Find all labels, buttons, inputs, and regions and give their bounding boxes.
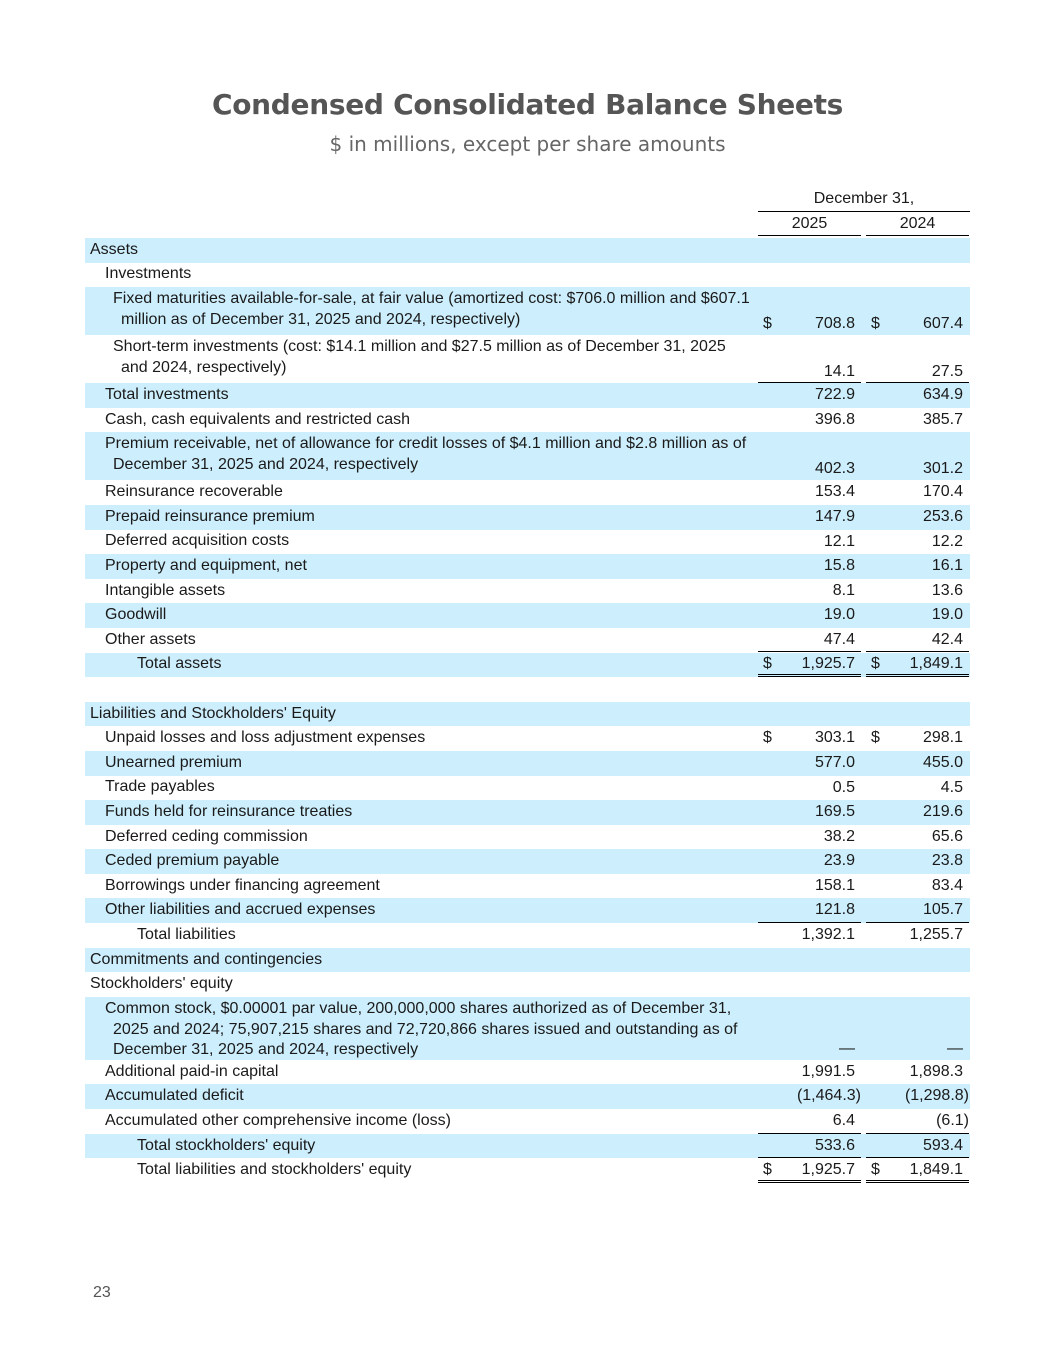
cell-value: 14.1 <box>823 363 855 381</box>
row-label: Additional paid-in capital <box>105 1062 279 1080</box>
value-cell-2024 <box>866 1133 969 1159</box>
table-row <box>85 408 970 433</box>
value-cell-2024 <box>866 530 969 555</box>
currency-symbol: $ <box>763 315 772 333</box>
cell-value: — <box>947 1039 963 1057</box>
cell-value: 396.8 <box>814 410 855 428</box>
row-label: Trade payables <box>105 778 215 796</box>
page-subtitle: $ in millions, except per share amounts <box>329 132 726 156</box>
value-cell-2024 <box>866 458 969 480</box>
cell-value: 253.6 <box>922 507 963 525</box>
value-cell-2024 <box>866 1109 969 1134</box>
table-row <box>85 653 970 678</box>
row-label: Property and equipment, net <box>105 557 307 575</box>
value-cell-2024 <box>866 408 969 433</box>
value-cell-2024 <box>866 898 969 923</box>
cell-value: 158.1 <box>814 876 855 894</box>
value-cell-2024 <box>866 361 969 383</box>
value-cell-2025 <box>758 579 861 604</box>
row-label: Funds held for reinsurance treaties <box>105 802 353 820</box>
table-row <box>85 579 970 604</box>
value-cell-2025 <box>758 1084 861 1109</box>
cell-value: — <box>839 1039 855 1057</box>
table-row <box>85 874 970 899</box>
cell-value: 12.2 <box>931 532 963 550</box>
cell-value: 153.4 <box>814 483 855 501</box>
cell-value: 121.8 <box>814 901 855 919</box>
row-label: Goodwill <box>105 606 167 624</box>
row-label: Unearned premium <box>105 753 242 771</box>
table-row <box>85 923 970 948</box>
value-cell-2024 <box>866 776 969 801</box>
value-cell-2024 <box>866 382 969 408</box>
value-cell-2025 <box>758 874 861 899</box>
row-label: Reinsurance recoverable <box>105 483 283 501</box>
value-cell-2025 <box>758 408 861 433</box>
row-label: Liabilities and Stockholders' Equity <box>90 704 336 722</box>
value-cell-2025 <box>758 361 861 383</box>
cell-value: 23.9 <box>823 852 855 870</box>
table-row <box>85 603 970 628</box>
table-row <box>85 825 970 850</box>
cell-value: 4.5 <box>940 778 963 796</box>
table-row <box>85 238 970 263</box>
value-cell-2025 <box>758 1060 861 1085</box>
table-row <box>85 1134 970 1159</box>
table-row <box>85 628 970 653</box>
value-cell-2024 <box>866 874 969 899</box>
table-row <box>85 1060 970 1085</box>
cell-value: 6.4 <box>832 1112 855 1130</box>
row-label: Ceded premium payable <box>105 852 280 870</box>
cell-value: 15.8 <box>823 557 855 575</box>
table-row <box>85 480 970 505</box>
value-cell-2024 <box>866 1060 969 1085</box>
row-label: Prepaid reinsurance premium <box>105 507 315 525</box>
table-row <box>85 948 970 973</box>
cell-value: 47.4 <box>823 630 855 648</box>
value-cell-2024 <box>866 505 969 530</box>
row-label: Cash, cash equivalents and restricted cash <box>105 410 411 428</box>
cell-value: 533.6 <box>814 1136 855 1154</box>
row-label: Total stockholders' equity <box>137 1136 316 1154</box>
balance-sheet-table <box>85 238 970 1183</box>
value-cell-2024 <box>866 849 969 874</box>
value-cell-2025 <box>758 1038 861 1060</box>
value-cell-2024 <box>866 313 969 335</box>
cell-value: 0.5 <box>832 778 855 796</box>
cell-value: 298.1 <box>922 729 963 747</box>
cell-value: 577.0 <box>814 753 855 771</box>
value-cell-2024 <box>866 922 969 948</box>
cell-value: 455.0 <box>922 753 963 771</box>
value-cell-2024 <box>866 825 969 850</box>
cell-value: 1,849.1 <box>909 655 963 673</box>
value-cell-2025 <box>758 382 861 408</box>
currency-symbol: $ <box>763 655 772 673</box>
row-label: Fixed maturities available-for-sale, at fair value (amortized cost: $706.0 million and $607.1 million as of December 31, 2025 and 2024, respectively) <box>113 290 750 328</box>
cell-value: 23.8 <box>931 852 963 870</box>
cell-value: 13.6 <box>931 581 963 599</box>
cell-value: 1,925.7 <box>801 1160 855 1178</box>
value-cell-2025 <box>758 751 861 776</box>
currency-symbol: $ <box>763 729 772 747</box>
cell-value: 385.7 <box>922 410 963 428</box>
column-header-year-2024: 2024 <box>866 215 969 236</box>
table-row <box>85 751 970 776</box>
cell-value: 1,925.7 <box>801 655 855 673</box>
cell-value: 634.9 <box>922 386 963 404</box>
value-cell-2025 <box>758 898 861 923</box>
page-number: 23 <box>93 1284 111 1301</box>
page-title: Condensed Consolidated Balance Sheets <box>211 88 844 121</box>
value-cell-2024 <box>866 579 969 604</box>
value-cell-2024 <box>866 480 969 505</box>
table-row <box>85 997 970 1060</box>
cell-value: 1,392.1 <box>801 926 855 944</box>
value-cell-2025 <box>758 825 861 850</box>
row-label: Total liabilities <box>137 925 236 943</box>
value-cell-2025 <box>758 1133 861 1159</box>
value-cell-2024 <box>866 726 969 751</box>
value-cell-2025 <box>758 480 861 505</box>
currency-symbol: $ <box>871 1160 880 1178</box>
value-cell-2025 <box>758 849 861 874</box>
row-label: Deferred acquisition costs <box>105 532 290 550</box>
value-cell-2025 <box>758 554 861 579</box>
value-cell-2025 <box>758 800 861 825</box>
value-cell-2025 <box>758 776 861 801</box>
currency-symbol: $ <box>871 729 880 747</box>
table-row <box>85 287 970 335</box>
value-cell-2025 <box>758 1157 861 1183</box>
cell-value: 38.2 <box>823 827 855 845</box>
table-row <box>85 432 970 480</box>
table-row <box>85 335 970 383</box>
table-row <box>85 505 970 530</box>
row-label: Accumulated other comprehensive income (loss) <box>105 1111 451 1129</box>
cell-value: 105.7 <box>922 901 963 919</box>
value-cell-2025 <box>758 505 861 530</box>
table-row <box>85 726 970 751</box>
cell-value: 1,849.1 <box>909 1160 963 1178</box>
value-cell-2024 <box>866 751 969 776</box>
column-header-period: December 31, <box>758 190 970 212</box>
value-cell-2025 <box>758 651 861 677</box>
value-cell-2024 <box>866 554 969 579</box>
cell-value: 170.4 <box>922 483 963 501</box>
row-label: Borrowings under financing agreement <box>105 876 380 894</box>
cell-value: 593.4 <box>922 1136 963 1154</box>
cell-value: 402.3 <box>814 460 855 478</box>
table-row <box>85 1158 970 1183</box>
cell-value: 12.1 <box>823 532 855 550</box>
table-row <box>85 776 970 801</box>
row-label: Commitments and contingencies <box>90 950 323 968</box>
table-row <box>85 972 970 997</box>
cell-value: 65.6 <box>931 827 963 845</box>
row-label: Deferred ceding commission <box>105 827 308 845</box>
currency-symbol: $ <box>871 315 880 333</box>
row-label: Common stock, $0.00001 par value, 200,000,000 shares authorized as of December 31, 2025 and 2024; 75,907,215 shares and 72,720,866 shares issued and outstanding as of December 31, 2025 and 2024, respectively <box>105 999 738 1059</box>
row-label: Assets <box>90 240 139 258</box>
cell-value: 722.9 <box>814 386 855 404</box>
row-label: Total liabilities and stockholders' equity <box>137 1161 412 1179</box>
cell-value: 303.1 <box>814 729 855 747</box>
table-row <box>85 849 970 874</box>
value-cell-2025 <box>758 313 861 335</box>
cell-value: 301.2 <box>922 460 963 478</box>
table-row <box>85 383 970 408</box>
table-row <box>85 1084 970 1109</box>
table-row <box>85 530 970 555</box>
cell-value: 1,991.5 <box>801 1062 855 1080</box>
row-label: Investments <box>105 265 192 283</box>
cell-value: 8.1 <box>832 581 855 599</box>
cell-value: 27.5 <box>931 363 963 381</box>
row-label: Stockholders' equity <box>90 975 233 993</box>
value-cell-2024 <box>866 651 969 677</box>
cell-value: 147.9 <box>814 507 855 525</box>
row-label: Unpaid losses and loss adjustment expenses <box>105 729 426 747</box>
value-cell-2025 <box>758 1109 861 1134</box>
row-label: Accumulated deficit <box>105 1087 244 1105</box>
row-label: Other liabilities and accrued expenses <box>105 901 376 919</box>
row-label: Short-term investments (cost: $14.1 million and $27.5 million as of December 31, 2025 and 2024, respectively) <box>113 338 726 376</box>
value-cell-2025 <box>758 922 861 948</box>
table-row <box>85 554 970 579</box>
row-label: Intangible assets <box>105 581 226 599</box>
value-cell-2024 <box>866 1084 969 1109</box>
cell-value: 169.5 <box>814 803 855 821</box>
table-row <box>85 1109 970 1134</box>
table-row <box>85 898 970 923</box>
value-cell-2025 <box>758 603 861 628</box>
cell-value: 607.4 <box>922 315 963 333</box>
cell-value: 19.0 <box>931 606 963 624</box>
row-label: Total assets <box>137 655 222 673</box>
cell-value: 83.4 <box>931 876 963 894</box>
table-row <box>85 800 970 825</box>
table-row <box>85 702 970 727</box>
cell-value: 19.0 <box>823 606 855 624</box>
column-header-year-2025: 2025 <box>758 215 861 236</box>
table-spacer <box>85 677 970 702</box>
cell-value: 1,255.7 <box>909 926 963 944</box>
value-cell-2024 <box>866 603 969 628</box>
value-cell-2025 <box>758 530 861 555</box>
cell-value: 219.6 <box>922 803 963 821</box>
value-cell-2024 <box>866 800 969 825</box>
cell-value: (6.1) <box>936 1112 969 1130</box>
value-cell-2025 <box>758 458 861 480</box>
value-cell-2024 <box>866 1157 969 1183</box>
cell-value: 16.1 <box>931 557 963 575</box>
currency-symbol: $ <box>763 1160 772 1178</box>
value-cell-2025 <box>758 726 861 751</box>
cell-value: 1,898.3 <box>909 1062 963 1080</box>
value-cell-2024 <box>866 1038 969 1060</box>
cell-value: (1,298.8) <box>904 1087 969 1105</box>
currency-symbol: $ <box>871 655 880 673</box>
cell-value: 708.8 <box>814 315 855 333</box>
cell-value: (1,464.3) <box>796 1087 861 1105</box>
row-label: Other assets <box>105 630 196 648</box>
row-label: Premium receivable, net of allowance for credit losses of $4.1 million and $2.8 million as of December 31, 2025 and 2024, respectively <box>105 435 747 474</box>
value-cell-2024 <box>866 628 969 653</box>
value-cell-2025 <box>758 628 861 653</box>
table-row <box>85 263 970 288</box>
row-label: Total investments <box>105 386 229 404</box>
cell-value: 42.4 <box>931 630 963 648</box>
